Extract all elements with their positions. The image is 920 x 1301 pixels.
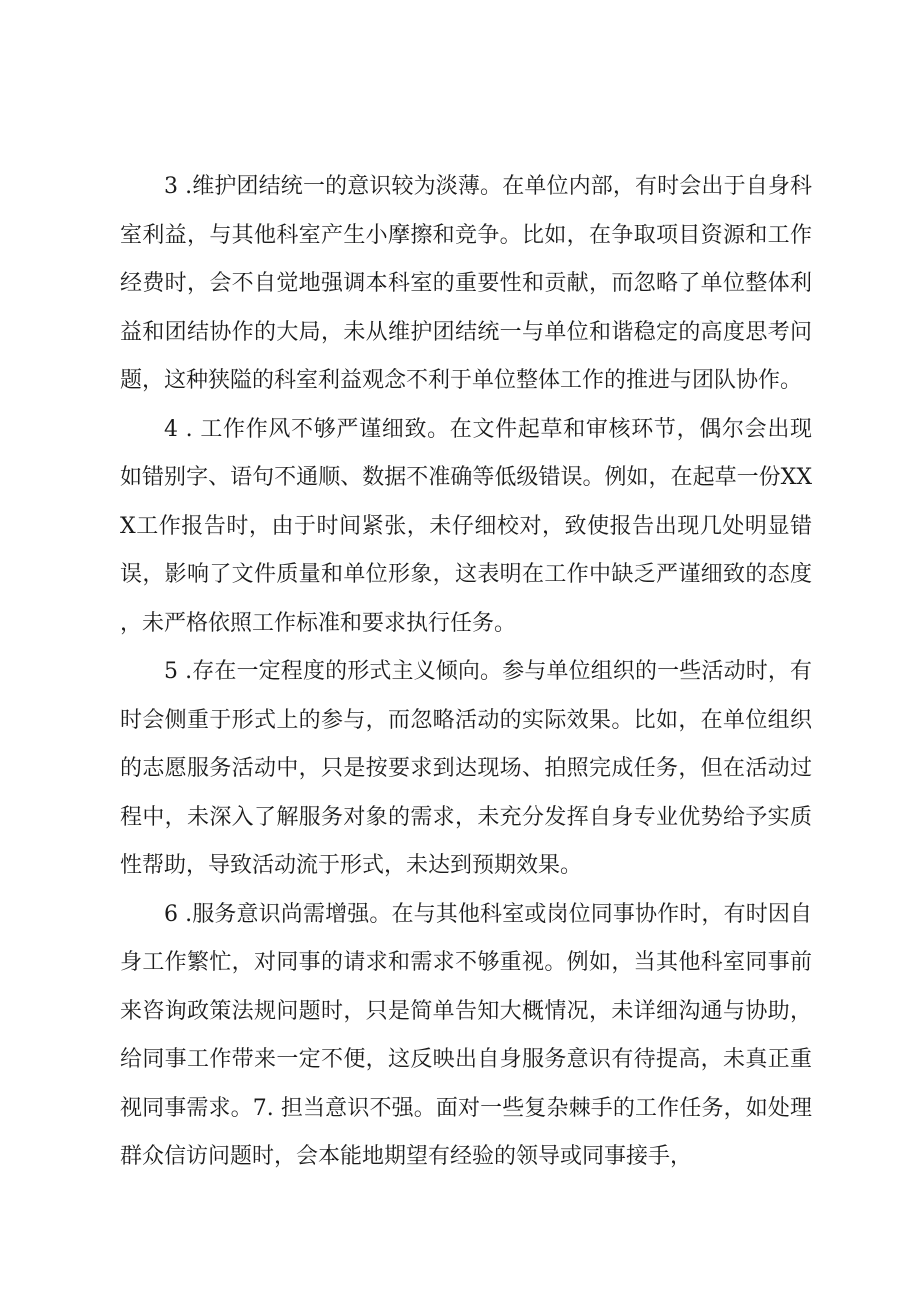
paragraph-item-3: 3 .维护团结统一的意识较为淡薄。在单位内部，有时会出于自身科室利益，与其他科室产生小摩擦和竞争。比如，在争取项目资源和工作经费时，会不自觉地强调本科室的重要性和贡献，而忽略了单位整体利益和团结协作的大局，未从维护团结统一与单位和谐稳定的高度思考问题，这种狭隘的科室利益观念不利于单位整体工作的推进与团队协作。: [120, 174, 812, 393]
paragraph-item-5: 5 .存在一定程度的形式主义倾向。参与单位组织的一些活动时，有时会侧重于形式上的参与，而忽略活动的实际效果。比如，在单位组织的志愿服务活动中，只是按要求到达现场、拍照完成任务，但在活动过程中，未深入了解服务对象的需求，未充分发挥自身专业优势给予实质性帮助，导致活动流于形式，未达到预期效果。: [120, 659, 812, 878]
document-body: [120, 163, 812, 1182]
paragraph-item-4: 4 . 工作作风不够严谨细致。在文件起草和审核环节，偶尔会出现如错别字、语句不通顺、数据不准确等低级错误。例如，在起草一份XXX工作报告时，由于时间紧张，未仔细校对，致使报告出现几处明显错误，影响了文件质量和单位形象，这表明在工作中缺乏严谨细致的态度，未严格依照工作标准和要求执行任务。: [120, 416, 812, 636]
paragraph-item-6: 6 .服务意识尚需增强。在与其他科室或岗位同事协作时，有时因自身工作繁忙，对同事的请求和需求不够重视。例如，当其他科室同事前来咨询政策法规问题时，只是简单告知大概情况，未详细沟通与协助，给同事工作带来一定不便，这反映出自身服务意识有待提高，未真正重视同事需求。7. 担当意识不强。面对一些复杂棘手的工作任务，如处理群众信访问题时，会本能地期望有经验的领导或同事接手，: [120, 901, 812, 1169]
